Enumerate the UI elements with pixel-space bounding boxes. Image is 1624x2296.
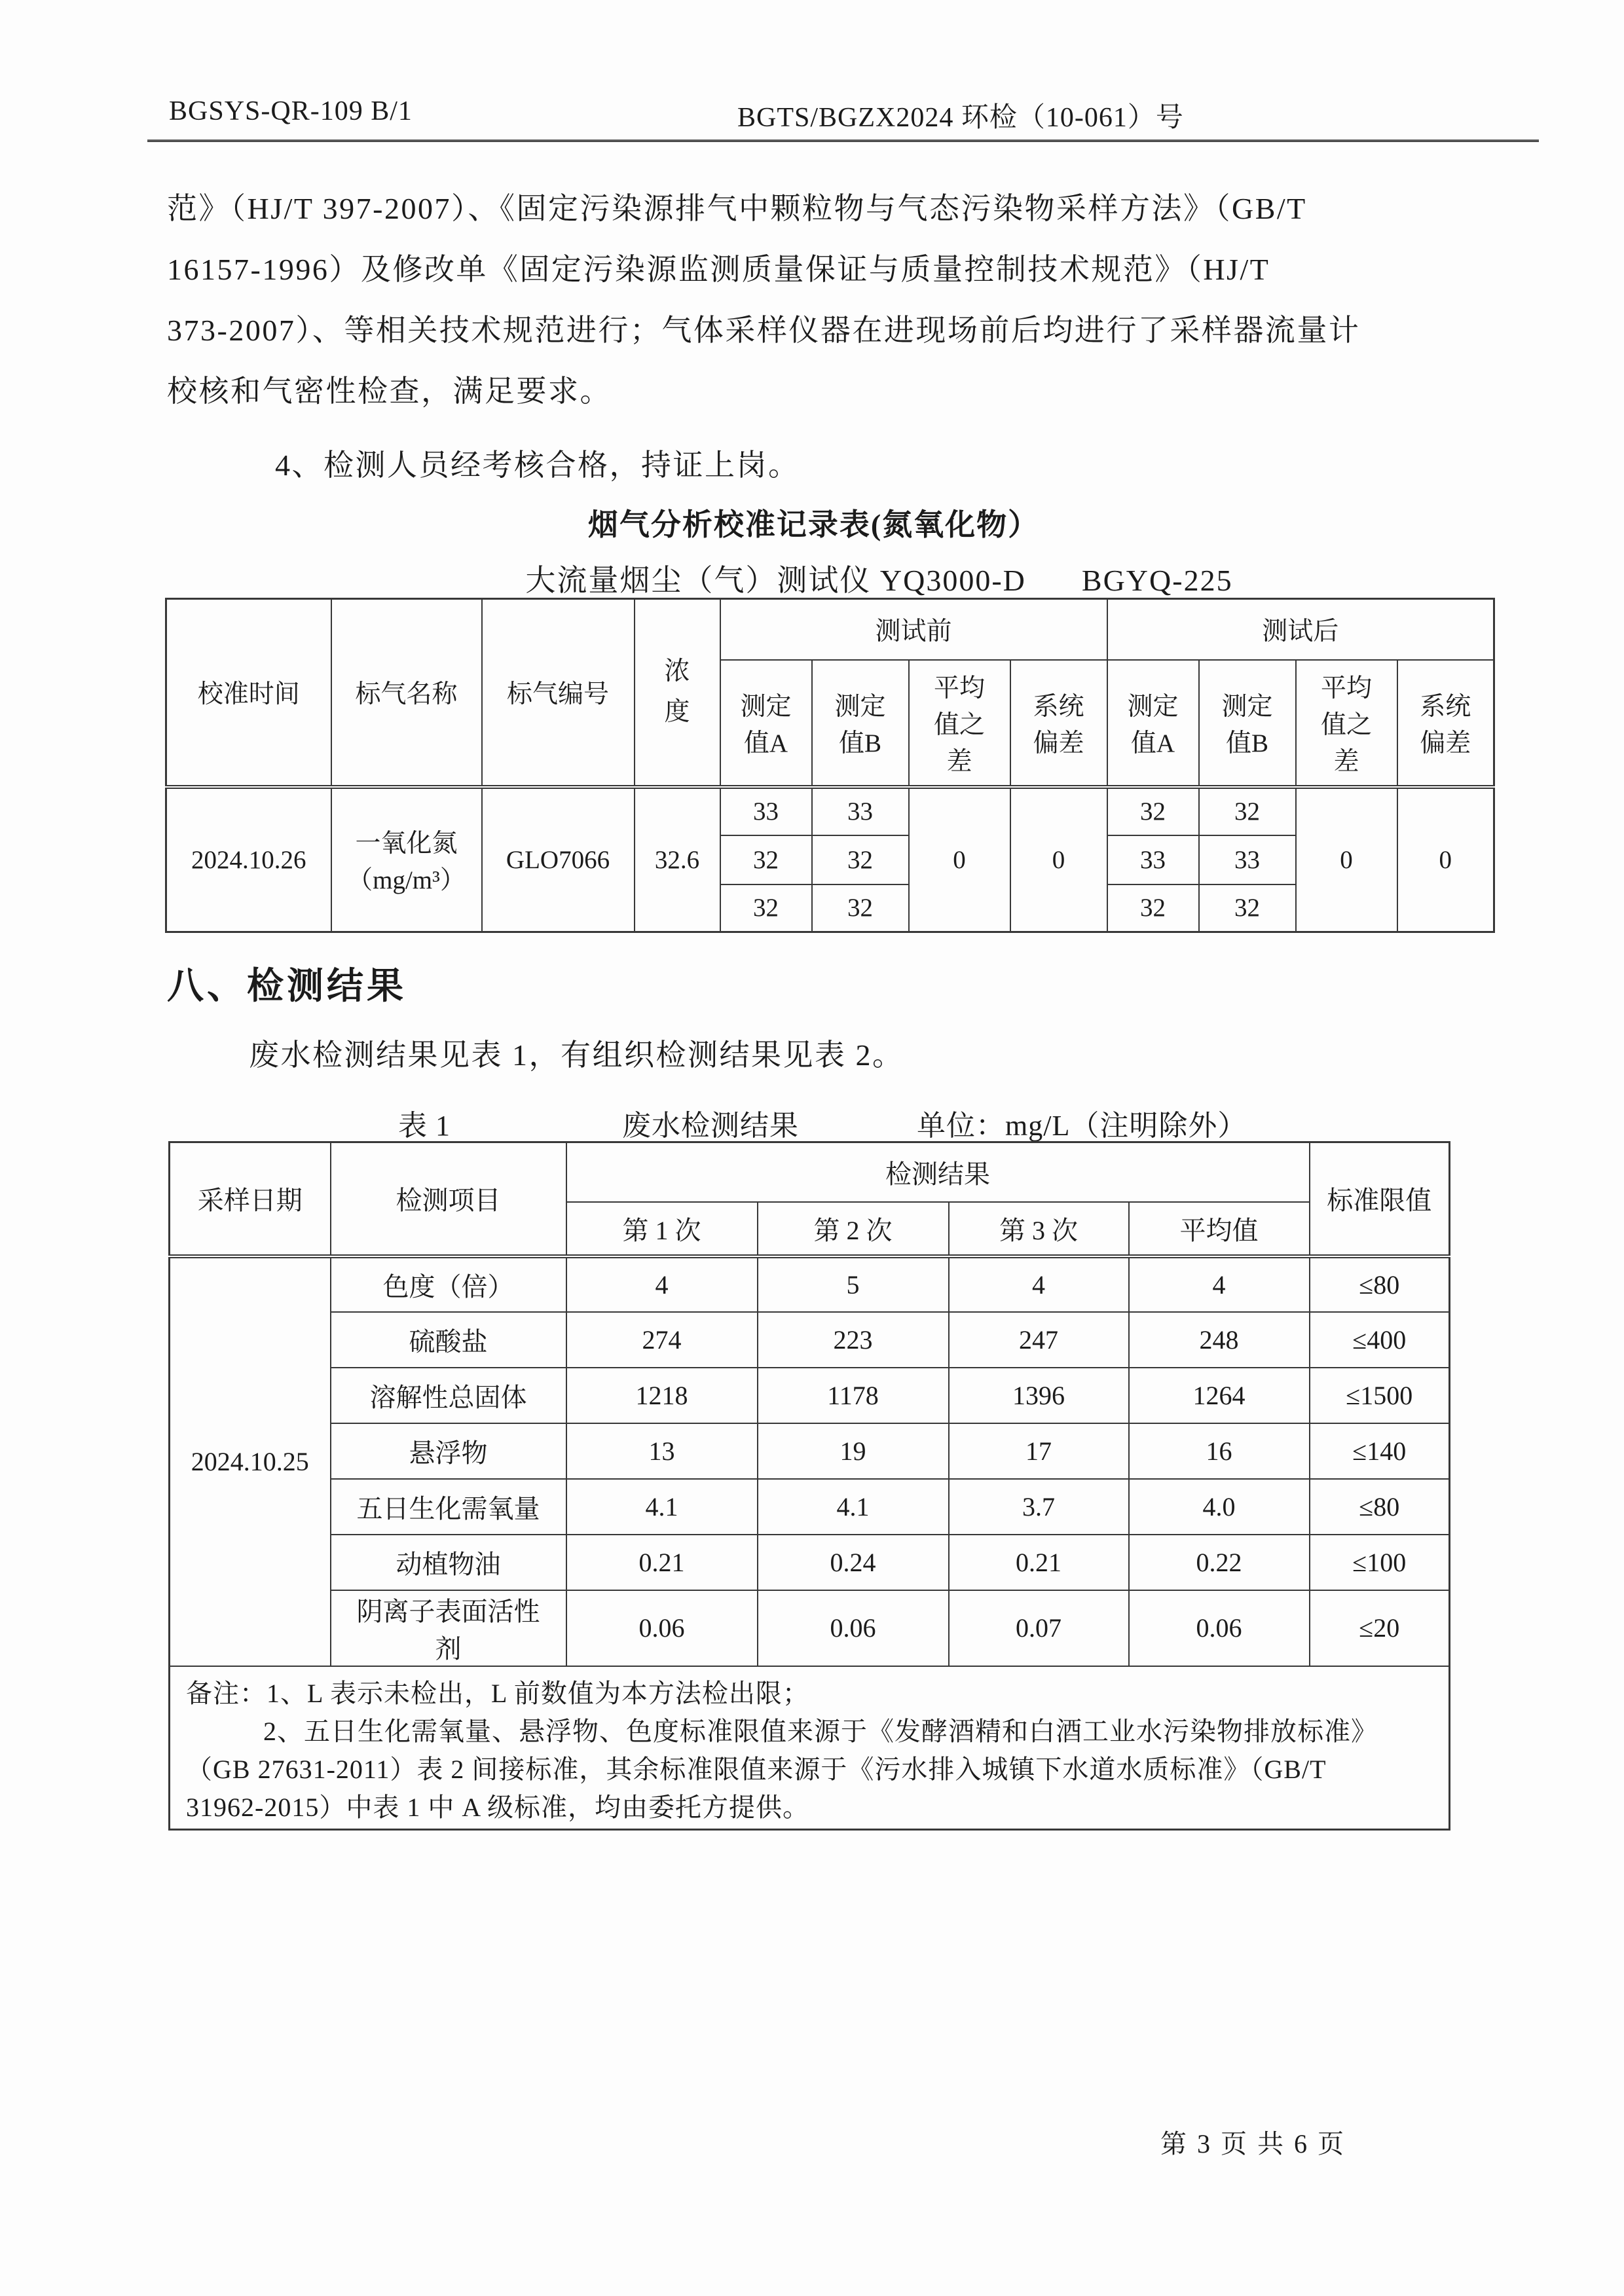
cell-run3: 0.21 (949, 1535, 1129, 1590)
table-row (170, 1256, 1450, 1312)
cell-limit: ≤80 (1310, 1256, 1450, 1312)
wastewater-table (168, 1141, 1450, 1831)
col-header-run2: 第 2 次 (758, 1202, 949, 1256)
cell-post-a: 32 (1107, 787, 1199, 835)
cell-limit: ≤400 (1310, 1312, 1450, 1368)
cell-run1: 4 (566, 1256, 758, 1312)
table-row (170, 1368, 1450, 1423)
cell-item: 色度（倍） (331, 1256, 566, 1312)
cell-limit: ≤20 (1310, 1590, 1450, 1666)
instrument-name: 大流量烟尘（气）测试仪 YQ3000-D (525, 564, 1026, 597)
cell-run3: 1396 (949, 1368, 1129, 1423)
cell-pre-a: 33 (720, 787, 812, 835)
cell-avg: 0.22 (1129, 1535, 1310, 1590)
cell-run3: 0.07 (949, 1590, 1129, 1666)
cell-avg: 16 (1129, 1423, 1310, 1479)
cell-run3: 3.7 (949, 1479, 1129, 1535)
group-header-before-test: 测试前 (720, 599, 1107, 660)
cell-run2: 19 (758, 1423, 949, 1479)
table-notes (170, 1666, 1450, 1830)
cell-post-sys-dev: 0 (1397, 787, 1494, 932)
caption-title: 废水检测结果 (622, 1110, 799, 1142)
col-header-calibration-time: 校准时间 (166, 599, 331, 787)
cell-run1: 1218 (566, 1368, 758, 1423)
cell-item: 硫酸盐 (331, 1312, 566, 1368)
col-header-avg: 平均值 (1129, 1202, 1310, 1256)
cell-gas-name: 一氧化氮（mg/m³） (331, 787, 482, 932)
col-header-value-b: 测定值B (1199, 660, 1296, 787)
body-paragraph (167, 178, 1460, 422)
col-header-sys-dev: 系统偏差 (1397, 660, 1494, 787)
col-header-concentration (635, 599, 720, 787)
cell-post-b: 32 (1199, 787, 1296, 835)
cell-run3: 247 (949, 1312, 1129, 1368)
table-row (170, 1423, 1450, 1479)
header-rule (147, 139, 1539, 142)
cell-run2: 4.1 (758, 1479, 949, 1535)
cell-item: 悬浮物 (331, 1423, 566, 1479)
col-header-test-item: 检测项目 (331, 1142, 566, 1256)
cell-pre-b: 33 (812, 787, 909, 835)
cell-post-b: 33 (1199, 835, 1296, 884)
note-line: 2、五日生化需氧量、悬浮物、色度标准限值来源于《发酵酒精和白酒工业水污染物排放标准》 (263, 1716, 1378, 1746)
col-header-avg-diff: 平均值之差 (1296, 660, 1397, 787)
cell-limit: ≤1500 (1310, 1368, 1450, 1423)
col-header-sys-dev: 系统偏差 (1010, 660, 1107, 787)
cell-pre-b: 32 (812, 884, 909, 932)
caption-label: 表 1 (398, 1110, 451, 1142)
cell-gas-number: GLO7066 (482, 787, 635, 932)
table-note-row (170, 1666, 1450, 1830)
cell-run2: 5 (758, 1256, 949, 1312)
cell-item: 五日生化需氧量 (331, 1479, 566, 1535)
cell-limit: ≤80 (1310, 1479, 1450, 1535)
cell-run3: 17 (949, 1423, 1129, 1479)
col-header-avg-diff: 平均值之差 (909, 660, 1010, 787)
col-header-value-a: 测定值A (1107, 660, 1199, 787)
page-number: 第 3 页 共 6 页 (1160, 2129, 1346, 2159)
col-header-run1: 第 1 次 (566, 1202, 758, 1256)
body-line: 373-2007）、等相关技术规范进行；气体采样仪器在进现场前后均进行了采样器流量计 (167, 314, 1361, 347)
cell-avg: 4.0 (1129, 1479, 1310, 1535)
calibration-table-subtitle (232, 556, 1526, 600)
cell-limit: ≤100 (1310, 1535, 1450, 1590)
col-header-limit: 标准限值 (1310, 1142, 1450, 1256)
cell-calibration-date: 2024.10.26 (166, 787, 331, 932)
col-header-run3: 第 3 次 (949, 1202, 1129, 1256)
cell-run2: 1178 (758, 1368, 949, 1423)
cell-run1: 4.1 (566, 1479, 758, 1535)
cell-post-a: 33 (1107, 835, 1199, 884)
cell-item: 阴离子表面活性剂 (331, 1590, 566, 1666)
body-line: 范》（HJ/T 397-2007）、《固定污染源排气中颗粒物与气态污染物采样方法》（GB/T (167, 192, 1307, 225)
table-row (170, 1535, 1450, 1590)
cell-pre-a: 32 (720, 835, 812, 884)
cell-avg: 0.06 (1129, 1590, 1310, 1666)
cell-avg: 1264 (1129, 1368, 1310, 1423)
table-row (170, 1312, 1450, 1368)
table-row (170, 1590, 1450, 1666)
col-header-gas-name: 标气名称 (331, 599, 482, 787)
cell-concentration: 32.6 (635, 787, 720, 932)
body-line: 16157-1996）及修改单《固定污染源监测质量保证与质量控制技术规范》（HJ/T (167, 253, 1270, 286)
note-line: 备注：1、L 表示未检出，L 前数值为本方法检出限； (186, 1678, 809, 1708)
section-intro: 废水检测结果见表 1，有组织检测结果见表 2。 (249, 1038, 904, 1072)
table-row (170, 1479, 1450, 1535)
cell-avg: 248 (1129, 1312, 1310, 1368)
cell-pre-b: 32 (812, 835, 909, 884)
document-code: BGSYS-QR-109 B/1 (169, 96, 413, 126)
group-header-after-test: 测试后 (1107, 599, 1494, 660)
cell-pre-a: 32 (720, 884, 812, 932)
cell-run1: 0.06 (566, 1590, 758, 1666)
cell-post-a: 32 (1107, 884, 1199, 932)
body-item-4: 4、检测人员经考核合格，持证上岗。 (275, 448, 800, 482)
calibration-table (165, 598, 1495, 933)
cell-item: 溶解性总固体 (331, 1368, 566, 1423)
cell-limit: ≤140 (1310, 1423, 1450, 1479)
caption-unit: 单位：mg/L（注明除外） (917, 1110, 1247, 1142)
cell-run2: 0.24 (758, 1535, 949, 1590)
body-line: 校核和气密性检查，满足要求。 (167, 374, 612, 408)
col-header-sample-date: 采样日期 (170, 1142, 331, 1256)
col-header-value-a: 测定值A (720, 660, 812, 787)
cell-sample-date: 2024.10.25 (170, 1256, 331, 1666)
col-header-gas-number: 标气编号 (482, 599, 635, 787)
col-header-value-b: 测定值B (812, 660, 909, 787)
note-line: 31962-2015）中表 1 中 A 级标准，均由委托方提供。 (186, 1792, 809, 1822)
report-number: BGTS/BGZX2024 环检（10-061）号 (737, 103, 1184, 133)
cell-run1: 0.21 (566, 1535, 758, 1590)
cell-pre-avg-diff: 0 (909, 787, 1010, 932)
note-line: （GB 27631-2011）表 2 间接标准，其余标准限值来源于《污水排入城镇下水道水质标准》（GB/T (186, 1754, 1327, 1784)
cell-item: 动植物油 (331, 1535, 566, 1590)
cell-avg: 4 (1129, 1256, 1310, 1312)
cell-run2: 223 (758, 1312, 949, 1368)
group-header-test-results: 检测结果 (566, 1142, 1310, 1202)
cell-run1: 13 (566, 1423, 758, 1479)
cell-run3: 4 (949, 1256, 1129, 1312)
calibration-table-title: 烟气分析校准记录表(氮氧化物） (587, 508, 1040, 541)
vertical-label: 浓度 (664, 657, 690, 727)
cell-pre-sys-dev: 0 (1010, 787, 1107, 932)
instrument-code: BGYQ-225 (1081, 564, 1233, 597)
cell-run2: 0.06 (758, 1590, 949, 1666)
section-heading: 八、检测结果 (167, 966, 407, 1007)
cell-run1: 274 (566, 1312, 758, 1368)
wastewater-table-caption (167, 1102, 1460, 1142)
cell-post-avg-diff: 0 (1296, 787, 1397, 932)
cell-post-b: 32 (1199, 884, 1296, 932)
